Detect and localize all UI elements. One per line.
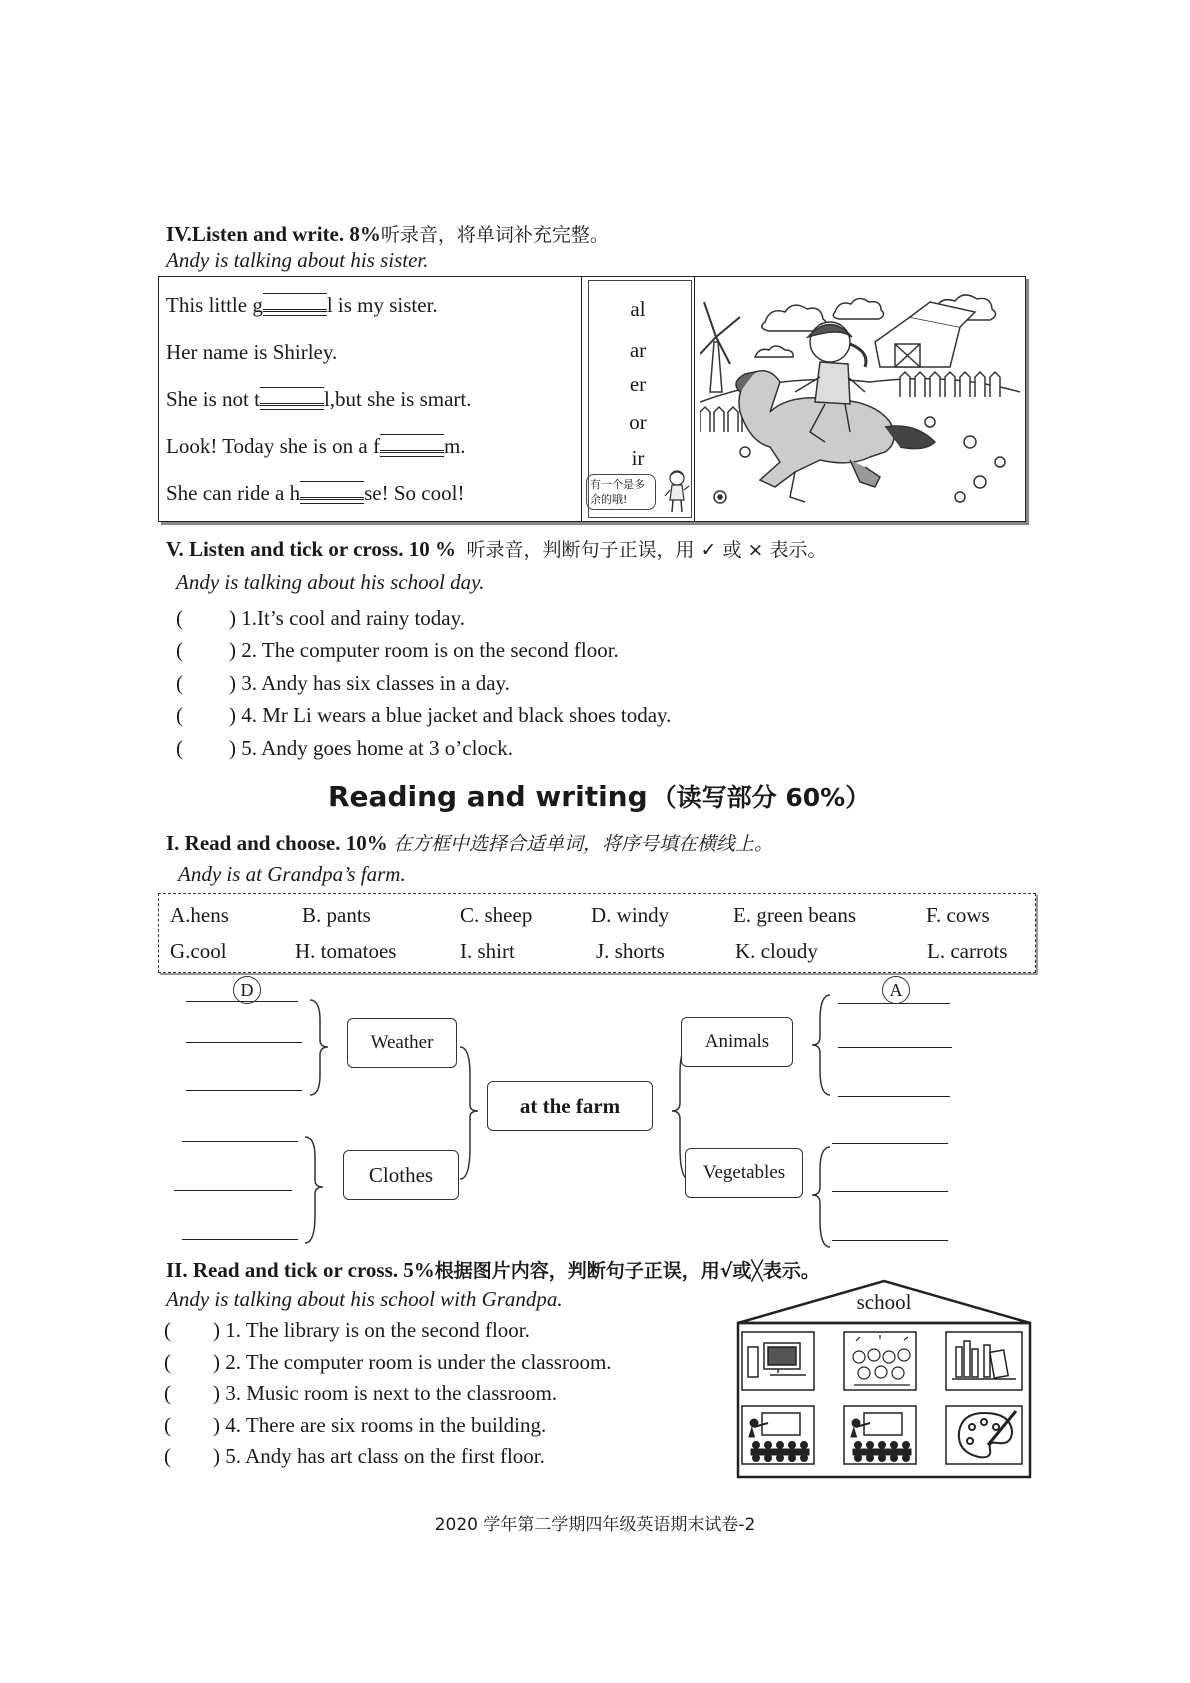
word-option: C. sheep [460, 903, 533, 927]
sentence-3: She is not t l,but she is smart. [166, 387, 472, 411]
tick-cross-item: ( ) 4. Mr Li wears a blue jacket and black shoes today. [176, 703, 672, 727]
answer-blank[interactable] [300, 480, 364, 504]
section5-intro: Andy is talking about his school day. [176, 570, 485, 594]
readI-intro: Andy is at Grandpa’s farm. [178, 862, 406, 886]
tick-cross-item: ( ) 3. Music room is next to the classroom. [164, 1381, 558, 1405]
tick-cross-item: ( ) 2. The computer room is on the second floor. [176, 638, 619, 662]
answer-blank[interactable] [263, 292, 327, 316]
tick-cross-item: ( ) 5. Andy has art class on the first floor. [164, 1444, 545, 1468]
answer-line[interactable] [838, 1047, 952, 1048]
word-option: L. carrots [927, 939, 1008, 963]
word-option: G.cool [170, 939, 227, 963]
answer-line[interactable] [182, 1239, 298, 1240]
answer-line[interactable] [832, 1240, 948, 1241]
option: ar [629, 338, 647, 362]
example-answer-left: D [233, 976, 261, 1004]
word-option: J. shorts [596, 939, 665, 963]
word-option: H. tomatoes [295, 939, 397, 963]
option: al [630, 297, 646, 321]
cartoon-kid-icon [664, 468, 690, 516]
option: ir [631, 446, 645, 470]
school-label: school [856, 1290, 912, 1314]
answer-line[interactable] [182, 1141, 298, 1142]
word-option: K. cloudy [735, 939, 818, 963]
weather-box: Weather [347, 1018, 457, 1068]
divider [581, 276, 582, 522]
word-option: E. green beans [733, 903, 857, 927]
sentence-4: Look! Today she is on a f m. [166, 434, 466, 458]
tick-cross-item: ( ) 5. Andy goes home at 3 o’clock. [176, 736, 514, 760]
animals-box: Animals [681, 1017, 793, 1067]
tick-cross-item: ( ) 3. Andy has six classes in a day. [176, 671, 510, 695]
clothes-box: Clothes [343, 1150, 459, 1200]
section4-title: IV.Listen and write. 8%听录音，将单词补充完整。 [166, 222, 609, 246]
tick-cross-item: ( ) 4. There are six rooms in the building. [164, 1413, 547, 1437]
readI-title: I. Read and choose. 10% 在方框中选择合适单词，将序号填在横线上。 [166, 831, 773, 855]
hint-bubble: 有一个是多余的哦! [586, 474, 656, 510]
answer-line[interactable] [832, 1191, 948, 1192]
word-option: A.hens [170, 903, 229, 927]
word-option: D. windy [591, 903, 670, 927]
tick-cross-item: ( ) 1. The library is on the second floor. [164, 1318, 530, 1342]
section4-intro: Andy is talking about his sister. [166, 248, 429, 272]
word-option: F. cows [926, 903, 990, 927]
answer-line[interactable] [832, 1143, 948, 1144]
answer-blank[interactable] [380, 433, 444, 457]
option: er [629, 372, 647, 396]
example-answer-right: A [882, 976, 910, 1004]
answer-line[interactable] [186, 1090, 302, 1091]
page-footer: 2020 学年第二学期四年级英语期末试卷-2 [434, 1515, 756, 1535]
girl-riding-horse-illustration [700, 282, 1020, 516]
readII-intro: Andy is talking about his school with Grandpa. [166, 1287, 563, 1311]
sentence-2: Her name is Shirley. [166, 340, 338, 364]
tick-cross-item: ( ) 1.It’s cool and rainy today. [176, 606, 466, 630]
option: or [629, 410, 647, 434]
sentence-5: She can ride a h se! So cool! [166, 481, 465, 505]
answer-line[interactable] [838, 1096, 950, 1097]
sentence-1: This little g l is my sister. [166, 293, 438, 317]
divider [694, 276, 695, 522]
tick-cross-item: ( ) 2. The computer room is under the classroom. [164, 1350, 612, 1374]
readII-title: II. Read and tick or cross. 5%根据图片内容，判断句子正误，用√或╳表示。 [166, 1258, 820, 1282]
reading-writing-heading: Reading and writing （读写部分 60%） [328, 780, 871, 813]
answer-blank[interactable] [260, 386, 324, 410]
word-option: I. shirt [460, 939, 515, 963]
section5-title: V. Listen and tick or cross. 10 % 听录音，判断句子正误，用 ✓ 或 × 表示。 [166, 537, 827, 561]
answer-line[interactable] [174, 1190, 292, 1191]
answer-line[interactable] [186, 1042, 302, 1043]
word-option: B. pants [302, 903, 371, 927]
vegetables-box: Vegetables [685, 1148, 803, 1198]
center-box: at the farm [487, 1081, 653, 1131]
